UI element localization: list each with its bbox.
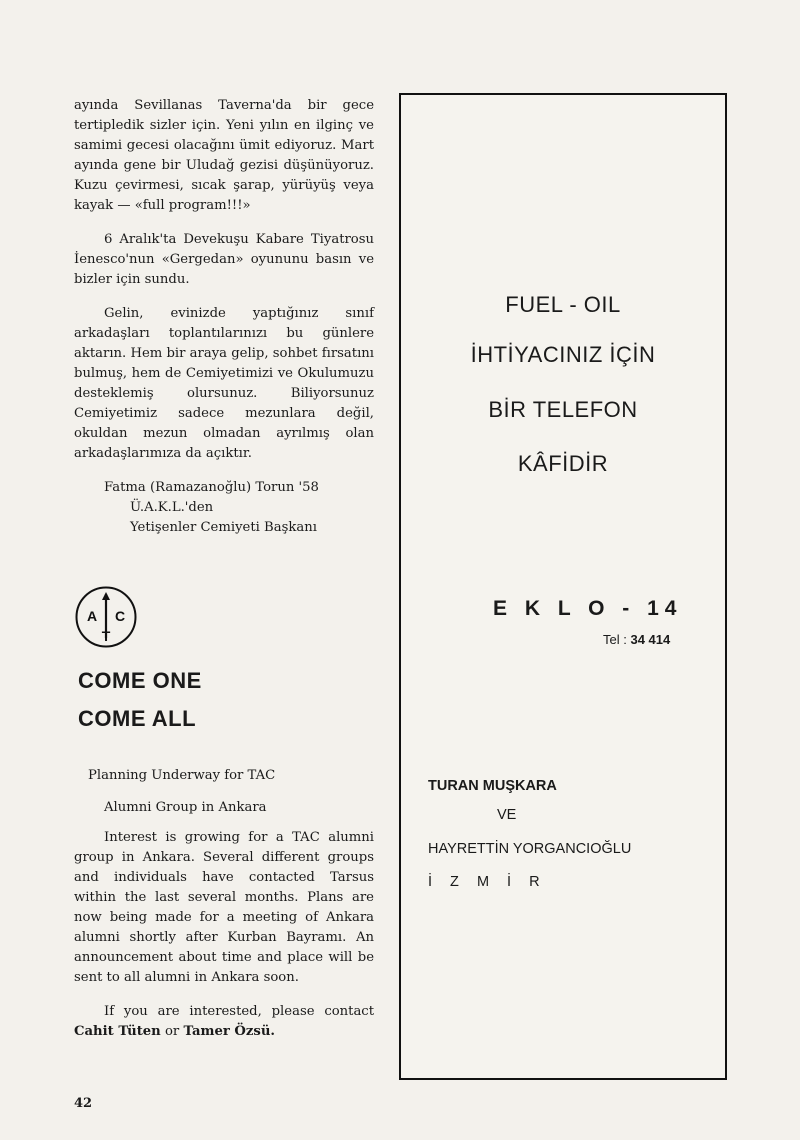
ad-headline: İHTİYACINIZ İÇİN [470, 342, 656, 367]
ad-company-name: E K L O - 14 [493, 597, 683, 620]
svg-text:T: T [101, 628, 111, 644]
ad-headline: BİR TELEFON [488, 397, 638, 422]
svg-text:C: C [114, 608, 126, 624]
contact-name: Cahit Tüten [74, 1024, 161, 1039]
english-article-subtitle: Alumni Group in Ankara [104, 800, 267, 815]
ad-city: İ Z M İ R [428, 874, 547, 890]
ad-telephone: Tel : 34 414 [603, 632, 671, 647]
signature-title: Yetişenler Cemiyeti Başkanı [130, 520, 317, 535]
ad-conjunction: VE [497, 807, 517, 823]
ad-owner-name: HAYRETTİN YORGANCIOĞLU [428, 841, 632, 857]
article-paragraph: Gelin, evinizde yaptığınız sınıf arkadaşları toplantılarınızı bu günlere aktarın. Hem bir araya gelip, sohbet fırsatını bulmuş, hem de Cemiyetimizi ve Okulumuzu desteklemiş olursunuz. Biliyorsunuz Cemiyetimiz sadece mezunlara değil, okuldan mezun olmadan ayrılmış olan arkadaşlarımıza da açıktır. [74, 306, 374, 461]
english-article [74, 766, 374, 1042]
ad-headline: FUEL - OIL [505, 292, 621, 317]
headline-line2: COME ALL [78, 706, 197, 731]
contact-name: Tamer Özsü. [183, 1024, 275, 1039]
article-paragraph: ayında Sevillanas Taverna'da bir gece tertipledik sizler için. Yeni yılın en ilginç ve samimi gecesi olacağını ümit ediyoruz. Mart ayında gene bir Uludağ gezisi düşünüyoruz. Kuzu çevirmesi, sıcak şarap, yürüyüş veya kayak — «full program!!!» [74, 98, 374, 213]
article-paragraph: 6 Aralık'ta Devekuşu Kabare Tiyatrosu İenesco'nun «Gergedan» oyununu basın ve bizler için sundu. [74, 232, 374, 287]
turkish-article [74, 96, 374, 538]
page-number: 42 [74, 1096, 93, 1111]
headline-line1: COME ONE [78, 668, 202, 693]
english-article-closing: If you are interested, please contact Cahit Tüten or Tamer Özsü. [74, 1004, 374, 1039]
fuel-oil-advertisement [399, 93, 727, 1080]
english-article-title: Planning Underway for TAC [88, 768, 276, 783]
svg-text:A: A [86, 608, 98, 624]
ad-owner-name: TURAN MUŞKARA [428, 778, 557, 794]
tac-logo-icon [75, 586, 137, 648]
signature-school: Ü.A.K.L.'den [130, 500, 214, 515]
signature-name: Fatma (Ramazanoğlu) Torun '58 [104, 480, 319, 495]
english-article-body: Interest is growing for a TAC alumni group in Ankara. Several different groups and individuals have contacted Tarsus within the last several months. Plans are now being made for a meeting of Ankara alumni shortly after Kurban Bayramı. An announcement about time and place will be sent to all alumni in Ankara soon. [74, 830, 374, 985]
ad-headline: KÂFİDİR [517, 451, 609, 476]
